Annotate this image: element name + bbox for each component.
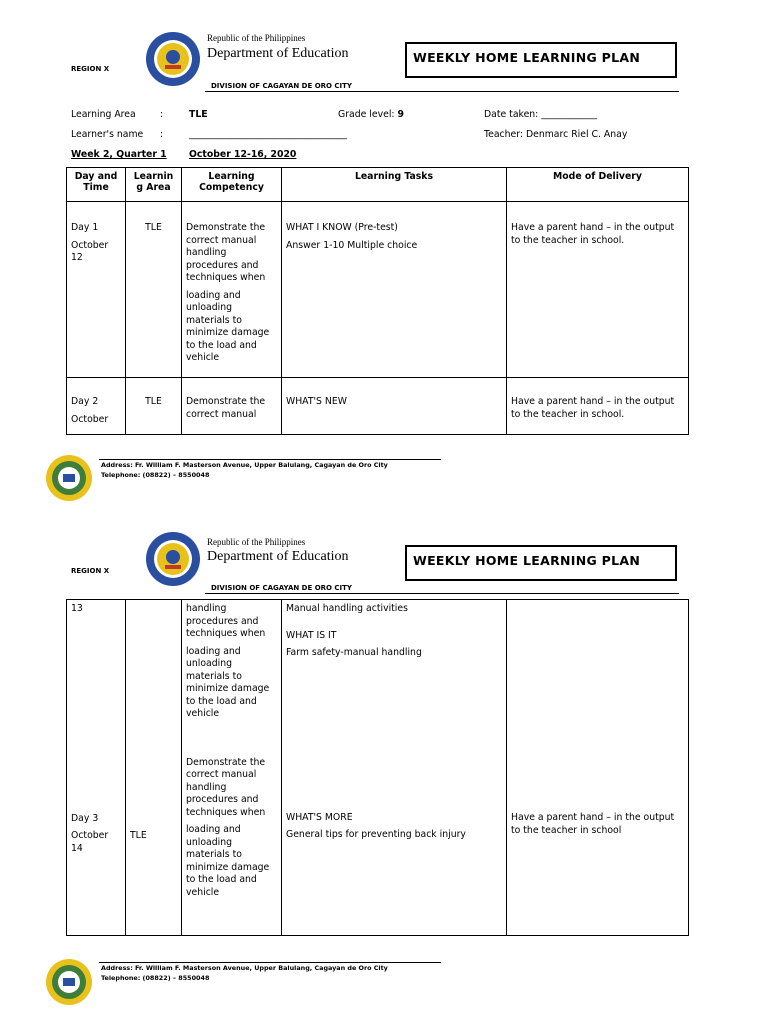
task-text: General tips for preventing back injury (286, 829, 466, 841)
delivery-cell (507, 202, 689, 378)
teacher-label: Teacher: Denmarc Riel C. Anay (484, 129, 628, 140)
task-text: Farm safety-manual handling (286, 647, 422, 659)
area-label: TLE (130, 829, 147, 841)
region-label: REGION X (71, 567, 110, 575)
week-quarter-label: Week 2, Quarter 1 (71, 149, 167, 160)
task-text: Answer 1-10 Multiple choice (286, 239, 418, 251)
day-cell (67, 737, 126, 936)
header-competency: Learning Competency (182, 168, 282, 202)
header-rule (205, 593, 679, 594)
competency-text: Demonstrate the correct manual (186, 396, 266, 420)
table-row (67, 378, 689, 435)
area-label: TLE (145, 222, 162, 233)
region-label: REGION X (71, 65, 110, 73)
competency-cell (182, 202, 282, 378)
competency-text: Demonstrate the correct manual handling procedures and techniques when (186, 756, 266, 818)
delivery-text: Have a parent hand – in the output to the teacher in school. (511, 396, 675, 420)
competency-text: loading and unloading materials to minimize damage to the load and vehicle (186, 824, 270, 898)
address-text: Address: Fr. William F. Masterson Avenue, Upper Balulang, Cagayan de Oro City (101, 461, 388, 469)
table-row (67, 202, 689, 378)
competency-cell (182, 378, 282, 435)
department-label: Department of Education (207, 46, 349, 61)
area-cell (126, 737, 182, 936)
day-label: Day 1 (71, 222, 99, 233)
division-seal-icon (45, 454, 93, 502)
header-day-time: Day and Time (67, 168, 126, 202)
delivery-text: Have a parent hand – in the output to the teacher in school. (511, 222, 675, 246)
task-text: Manual handling activities (286, 603, 408, 614)
area-cell (126, 202, 182, 378)
learning-area-colon: : (160, 109, 164, 120)
date-label: October 12 (71, 239, 109, 264)
grade-level-text: Grade level: (338, 109, 395, 120)
footer-rule (99, 962, 441, 963)
division-label: DIVISION OF CAGAYAN DE ORO CITY (211, 82, 353, 90)
plan-title-box: WEEKLY HOME LEARNING PLAN (405, 545, 677, 581)
telephone-text: Telephone: (08822) – 8550048 (101, 974, 210, 982)
competency-text: loading and unloading materials to minimize damage to the load and vehicle (186, 645, 270, 720)
address-text: Address: Fr. William F. Masterson Avenue, Upper Balulang, Cagayan de Oro City (101, 964, 388, 972)
week-dates-label: October 12-16, 2020 (189, 149, 297, 160)
task-text: WHAT'S NEW (286, 396, 347, 407)
day-label: Day 3 (71, 812, 99, 824)
day-cell (67, 202, 126, 378)
footer-rule (99, 459, 441, 460)
tasks-cell (282, 202, 507, 378)
deped-seal-icon (145, 531, 201, 587)
delivery-text: Have a parent hand – in the output to the teacher in school (511, 812, 675, 836)
area-label: TLE (145, 396, 162, 407)
date-label: October (71, 413, 109, 425)
date-taken-field: Date taken: ____________ (484, 109, 598, 120)
delivery-cell (507, 378, 689, 435)
learning-area-label: Learning Area (71, 109, 136, 120)
tasks-cell (282, 378, 507, 435)
competency-text: handling procedures and techniques when (186, 603, 266, 640)
division-label: DIVISION OF CAGAYAN DE ORO CITY (211, 584, 353, 592)
day-label: Day 2 (71, 396, 99, 407)
department-label: Department of Education (207, 549, 349, 564)
learner-name-colon: : (160, 129, 164, 140)
republic-label: Republic of the Philippines (207, 537, 306, 547)
task-text: WHAT I KNOW (Pre-test) (286, 222, 398, 233)
grade-level-label (338, 109, 404, 120)
deped-seal-icon (145, 31, 201, 87)
header-delivery: Mode of Delivery (507, 168, 689, 202)
competency-cell (182, 600, 282, 737)
competency-cell (182, 737, 282, 936)
division-seal-icon (45, 958, 93, 1006)
task-text: WHAT'S MORE (286, 811, 353, 823)
header-learning-area: Learnin g Area (126, 168, 182, 202)
telephone-text: Telephone: (08822) – 8550048 (101, 471, 210, 479)
tasks-cell (282, 600, 507, 936)
competency-text: loading and unloading materials to minimize damage to the load and vehicle (186, 289, 270, 364)
task-text: WHAT IS IT (286, 629, 337, 641)
header-rule (205, 91, 679, 92)
date-label: October 14 (71, 830, 109, 854)
learner-name-blank: __________________________________ (189, 129, 348, 140)
date-label: 13 (71, 603, 83, 614)
grade-level-value: 9 (397, 109, 404, 120)
plan-title-box: WEEKLY HOME LEARNING PLAN (405, 42, 677, 78)
learning-plan-table (66, 167, 689, 435)
learning-plan-table-continued (66, 599, 689, 936)
table-row (67, 600, 689, 737)
day-cell (67, 378, 126, 435)
republic-label: Republic of the Philippines (207, 33, 306, 43)
learning-area-value: TLE (189, 109, 208, 120)
header-tasks: Learning Tasks (282, 168, 507, 202)
competency-text: Demonstrate the correct manual handling procedures and techniques when (186, 222, 266, 284)
delivery-cell (507, 600, 689, 936)
day-cell (67, 600, 126, 737)
learner-name-label: Learner's name (71, 129, 144, 140)
area-cell (126, 378, 182, 435)
area-cell (126, 600, 182, 737)
